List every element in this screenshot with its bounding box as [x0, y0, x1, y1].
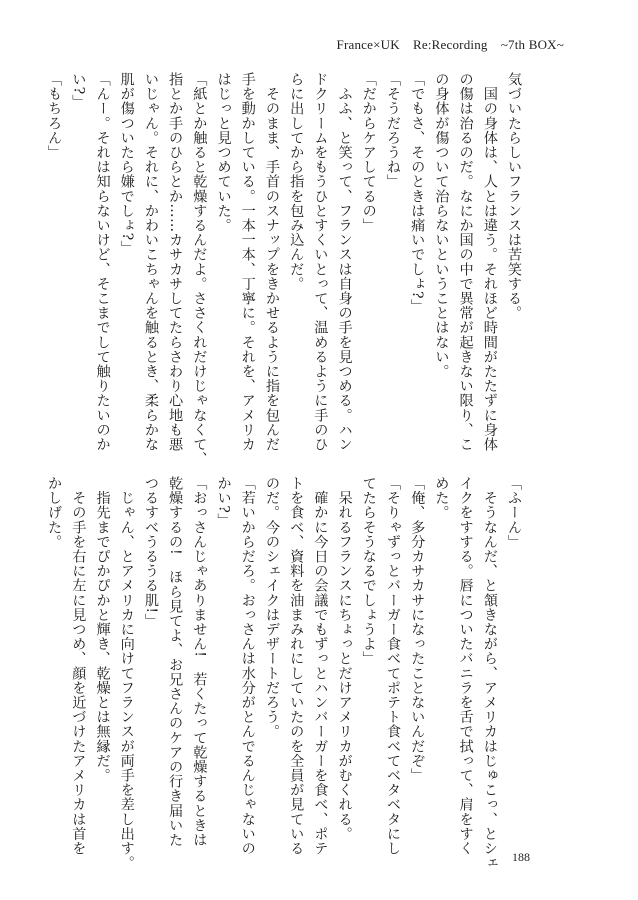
text-line: 呆れるフランスにちょっとだけアメリカがむくれる。 [336, 476, 353, 841]
text-line: 「そりゃずっとバーガー食べてポテト食べてベタベタにし [384, 476, 401, 856]
text-line: ドクリームをもうひとすくいとって、温めるように手のひ [312, 72, 329, 452]
text-line: 肌が傷ついたら嫌でしょ?」 [118, 72, 135, 256]
text-block-top [46, 72, 526, 467]
text-line: 「だからケアしてるの」 [360, 72, 377, 233]
text-line: 「紙とか触ると乾燥するんだよ。ささくれだけじゃなくて、 [191, 72, 208, 467]
text-line: じゃん、とアメリカに向けてフランスが両手を差し出す。 [118, 476, 135, 871]
running-header: France×UK Re:Recording ~7th BOX~ [336, 37, 564, 52]
text-line: 手を動かしている。一本一本、丁寧に。それを、アメリカ [239, 72, 256, 452]
text-line: ふふ、と笑って、フランスは自身の手を見つめる。ハン [336, 72, 353, 452]
text-line: の傷は治るのだ。なにか国の中で異常が起きない限り、こ [457, 72, 474, 452]
text-line: かしげた。 [46, 476, 63, 549]
text-line: のだ。今のシェイクはデザートだろう。 [263, 476, 280, 739]
text-line: 乾燥するの! ほら見てよ、お兄さんのケアの行き届いた [167, 476, 184, 848]
text-line: 「もちろん」 [46, 72, 63, 160]
page-number: 188 [512, 850, 530, 864]
text-line: らに出してから指を包み込んだ。 [288, 72, 305, 291]
text-line: 「んー。それは知らないけど、そこまでして触りたいのか [94, 72, 111, 452]
text-line: 「そうだろうね」 [384, 72, 401, 189]
text-line: その手を右に左に見つめ、顔を近づけたアメリカは首を [70, 476, 87, 856]
text-line: 「おっさんじゃありません! 若くたって乾燥するときは [191, 476, 208, 848]
text-line: 国の身体は、人とは違う。それほど時間がたたずに身体 [481, 72, 498, 452]
text-line: かい?」 [215, 476, 232, 528]
text-line: そのまま、手首のスナップをきかせるように指を包んだ [263, 72, 280, 452]
text-line: の身体が傷ついて治らないということはない。 [433, 72, 450, 379]
text-line: いじゃん。それに、かわいこちゃんを触るとき、柔らかな [142, 72, 159, 452]
text-line: 指先までぴかぴかと輝き、乾燥とは無縁だ。 [94, 476, 111, 783]
text-line: 「でもさ、そのときは痛いでしょ?」 [409, 72, 426, 314]
text-line: い?」 [70, 72, 87, 110]
text-line: トを食べ、資料を油まみれにしていたのを全員が見ている [288, 476, 305, 856]
text-line: はじっと見つめていた。 [215, 72, 232, 233]
text-line: つるすべうるうる肌!」 [142, 476, 159, 629]
text-line: てたらそうなるでしょうよ」 [360, 476, 377, 666]
text-line: 確かに今日の会議でもずっとハンバーガーを食べ、ポテ [312, 476, 329, 856]
text-line: 指とか手のひらとか……カサカサしてたらさわり心地も悪 [167, 72, 184, 452]
text-line: 「若いからだろ。おっさんは水分がとんでるんじゃないの [239, 476, 256, 856]
text-line: 「俺、多分カサカサになったことないんだぞ」 [409, 476, 426, 783]
text-line: めた。 [433, 476, 450, 520]
text-line: 「ふーん」 [506, 476, 522, 549]
text-line: そうなんだ、と頷きながら、アメリカはじゅこっ、とシェ [481, 476, 498, 871]
text-line: イクをすする。唇についたバニラを舌で拭って、肩をすく [457, 476, 474, 856]
text-line: 気づいたらしいフランスは苦笑する。 [506, 72, 522, 321]
